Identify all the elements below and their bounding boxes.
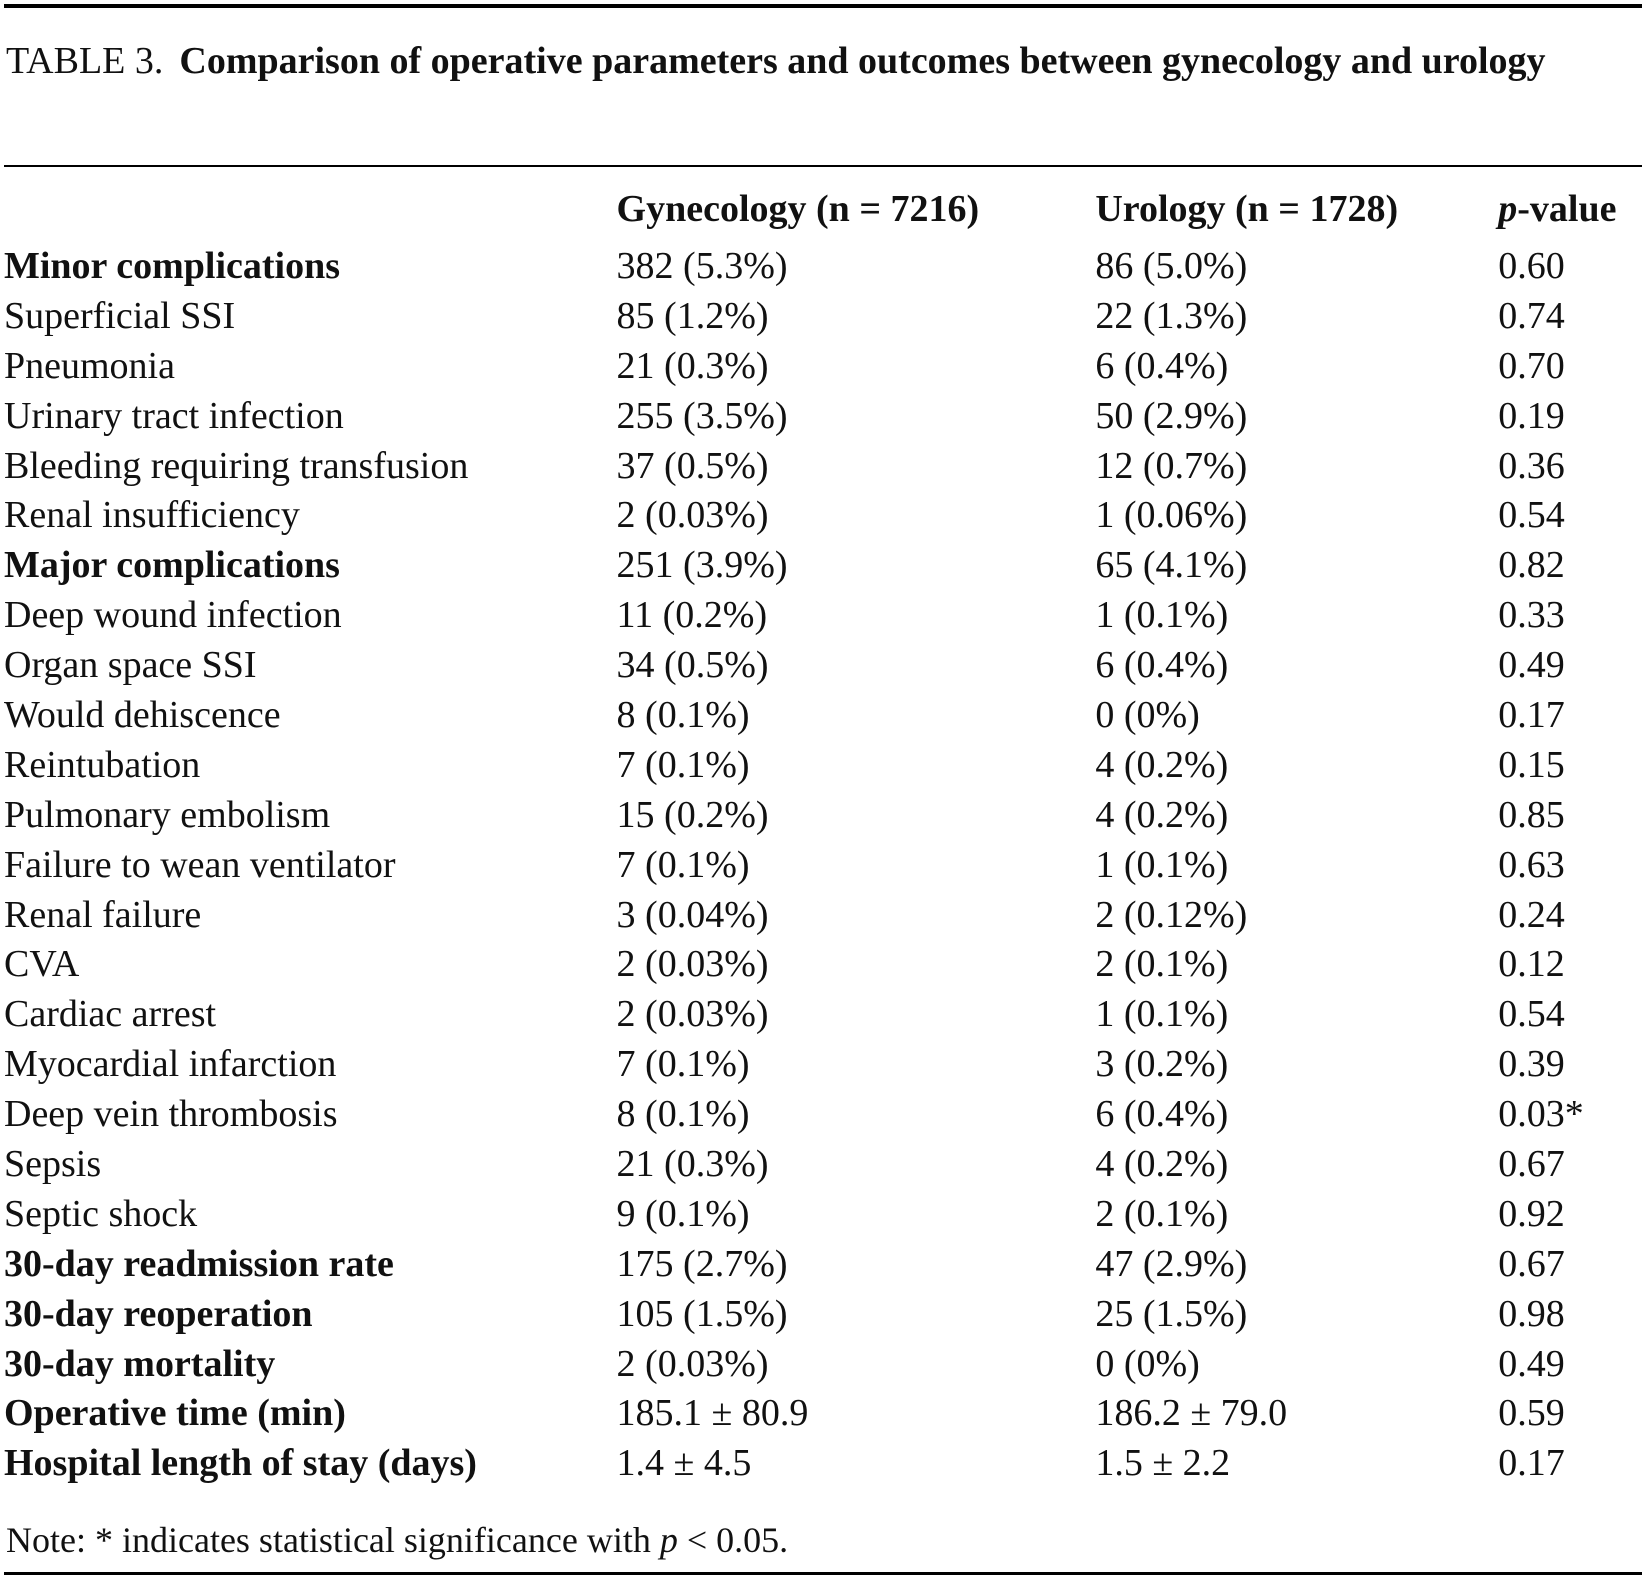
row-label: Bleeding requiring transfusion — [4, 444, 469, 487]
table-row — [4, 1039, 1646, 1089]
row-label: Urinary tract infection — [4, 394, 344, 437]
row-label: 30-day mortality — [4, 1342, 276, 1385]
p-value: 0.67 — [1498, 1142, 1565, 1185]
p-value: 0.82 — [1498, 544, 1565, 587]
note-prefix: Note: * indicates statistical significance with — [6, 1520, 660, 1560]
outcomes-table — [4, 177, 1646, 1488]
row-label: Renal insufficiency — [4, 494, 300, 537]
table-row — [4, 740, 1646, 790]
row-label: Renal failure — [4, 893, 202, 936]
table-row — [4, 590, 1646, 640]
table-row — [4, 1388, 1646, 1438]
p-value: 0.70 — [1498, 344, 1565, 387]
table-row — [4, 490, 1646, 540]
gynecology-value: 175 (2.7%) — [616, 1242, 788, 1285]
row-label: Septic shock — [4, 1192, 198, 1235]
urology-value: 6 (0.4%) — [1095, 344, 1229, 387]
table-header-row — [4, 177, 1646, 241]
gynecology-value: 9 (0.1%) — [616, 1192, 750, 1235]
urology-value: 86 (5.0%) — [1095, 244, 1248, 287]
urology-value: 1.5 ± 2.2 — [1095, 1442, 1231, 1485]
urology-value: 2 (0.12%) — [1095, 893, 1248, 936]
p-value: 0.19 — [1498, 394, 1565, 437]
urology-value: 25 (1.5%) — [1095, 1292, 1248, 1335]
header-p-rest: -value — [1517, 188, 1617, 230]
gynecology-value: 185.1 ± 80.9 — [616, 1392, 809, 1435]
table-row — [4, 690, 1646, 740]
p-value: 0.60 — [1498, 244, 1565, 287]
urology-value: 186.2 ± 79.0 — [1095, 1392, 1288, 1435]
urology-value: 1 (0.06%) — [1095, 494, 1248, 537]
urology-value: 12 (0.7%) — [1095, 444, 1248, 487]
table-row — [4, 939, 1646, 989]
urology-value: 50 (2.9%) — [1095, 394, 1248, 437]
p-value: 0.33 — [1498, 594, 1565, 637]
p-value: 0.54 — [1498, 993, 1565, 1036]
p-value: 0.39 — [1498, 1043, 1565, 1086]
header-label — [4, 177, 617, 241]
row-label: Pulmonary embolism — [4, 793, 331, 836]
row-label: Reintubation — [4, 743, 201, 786]
row-label: Deep vein thrombosis — [4, 1093, 338, 1136]
urology-value: 4 (0.2%) — [1095, 793, 1229, 836]
table-row — [4, 1239, 1646, 1289]
p-value: 0.54 — [1498, 494, 1565, 537]
caption-label: TABLE 3. — [6, 40, 164, 82]
urology-value: 47 (2.9%) — [1095, 1242, 1248, 1285]
urology-value: 6 (0.4%) — [1095, 644, 1229, 687]
table-note — [6, 1518, 788, 1562]
row-label: Sepsis — [4, 1142, 102, 1185]
p-value: 0.85 — [1498, 793, 1565, 836]
p-value: 0.24 — [1498, 893, 1565, 936]
p-value: 0.49 — [1498, 1342, 1565, 1385]
row-label: Cardiac arrest — [4, 993, 217, 1036]
table-row — [4, 1089, 1646, 1139]
urology-value: 22 (1.3%) — [1095, 294, 1248, 337]
gynecology-value: 85 (1.2%) — [616, 294, 769, 337]
gynecology-value: 8 (0.1%) — [616, 1093, 750, 1136]
gynecology-value: 251 (3.9%) — [616, 544, 788, 587]
table-caption — [6, 36, 1646, 87]
gynecology-value: 11 (0.2%) — [616, 594, 768, 637]
row-label: Failure to wean ventilator — [4, 843, 396, 886]
row-label: 30-day reoperation — [4, 1292, 313, 1335]
row-label: CVA — [4, 943, 80, 986]
table-body — [4, 241, 1646, 1488]
gynecology-value: 7 (0.1%) — [616, 1043, 750, 1086]
row-label: Organ space SSI — [4, 644, 257, 687]
row-label: 30-day readmission rate — [4, 1242, 394, 1285]
table-row — [4, 441, 1646, 491]
table-row — [4, 241, 1646, 291]
gynecology-value: 7 (0.1%) — [616, 843, 750, 886]
row-label: Myocardial infarction — [4, 1043, 337, 1086]
p-value: 0.15 — [1498, 743, 1565, 786]
p-value: 0.17 — [1498, 1442, 1565, 1485]
row-label: Superficial SSI — [4, 294, 236, 337]
table-row — [4, 790, 1646, 840]
urology-value: 3 (0.2%) — [1095, 1043, 1229, 1086]
urology-value: 1 (0.1%) — [1095, 843, 1229, 886]
table-row — [4, 291, 1646, 341]
gynecology-value: 15 (0.2%) — [616, 793, 769, 836]
gynecology-value: 3 (0.04%) — [616, 893, 769, 936]
table-row — [4, 1289, 1646, 1339]
table-row — [4, 341, 1646, 391]
table-row — [4, 1339, 1646, 1389]
urology-value: 65 (4.1%) — [1095, 544, 1248, 587]
table-row — [4, 540, 1646, 590]
row-label: Pneumonia — [4, 344, 175, 387]
row-label: Hospital length of stay (days) — [4, 1442, 477, 1485]
gynecology-value: 34 (0.5%) — [616, 644, 769, 687]
header-p-italic: p — [1498, 188, 1518, 230]
p-value: 0.49 — [1498, 644, 1565, 687]
urology-value: 2 (0.1%) — [1095, 943, 1229, 986]
header-urology: Urology (n = 1728) — [1095, 188, 1399, 230]
note-suffix: < 0.05. — [677, 1520, 789, 1560]
table-row — [4, 989, 1646, 1039]
gynecology-value: 1.4 ± 4.5 — [616, 1442, 752, 1485]
header-p-value — [1498, 177, 1646, 241]
header-rule — [4, 165, 1642, 167]
urology-value: 1 (0.1%) — [1095, 993, 1229, 1036]
gynecology-value: 37 (0.5%) — [616, 444, 769, 487]
gynecology-value: 382 (5.3%) — [616, 244, 788, 287]
table-row — [4, 1189, 1646, 1239]
table-row — [4, 1438, 1646, 1488]
urology-value: 0 (0%) — [1095, 693, 1200, 736]
urology-value: 1 (0.1%) — [1095, 594, 1229, 637]
p-value: 0.03* — [1498, 1093, 1584, 1136]
urology-value: 4 (0.2%) — [1095, 743, 1229, 786]
p-value: 0.17 — [1498, 693, 1565, 736]
p-value: 0.74 — [1498, 294, 1565, 337]
row-label: Would dehiscence — [4, 693, 281, 736]
p-value: 0.59 — [1498, 1392, 1565, 1435]
bottom-rule — [4, 1572, 1642, 1575]
gynecology-value: 21 (0.3%) — [616, 344, 769, 387]
p-value: 0.36 — [1498, 444, 1565, 487]
caption-title: Comparison of operative parameters and outcomes between gynecology and urology — [179, 40, 1546, 82]
row-label: Deep wound infection — [4, 594, 342, 637]
table-row — [4, 890, 1646, 940]
table-row — [4, 391, 1646, 441]
table-row — [4, 1139, 1646, 1189]
gynecology-value: 7 (0.1%) — [616, 743, 750, 786]
gynecology-value: 105 (1.5%) — [616, 1292, 788, 1335]
urology-value: 6 (0.4%) — [1095, 1093, 1229, 1136]
row-label: Operative time (min) — [4, 1392, 346, 1435]
p-value: 0.98 — [1498, 1292, 1565, 1335]
p-value: 0.12 — [1498, 943, 1565, 986]
p-value: 0.63 — [1498, 843, 1565, 886]
gynecology-value: 2 (0.03%) — [616, 1342, 769, 1385]
gynecology-value: 255 (3.5%) — [616, 394, 788, 437]
top-rule — [4, 4, 1642, 8]
gynecology-value: 21 (0.3%) — [616, 1142, 769, 1185]
urology-value: 2 (0.1%) — [1095, 1192, 1229, 1235]
table-row — [4, 840, 1646, 890]
table-row — [4, 640, 1646, 690]
urology-value: 0 (0%) — [1095, 1342, 1200, 1385]
p-value: 0.67 — [1498, 1242, 1565, 1285]
note-italic-p: p — [659, 1520, 678, 1560]
gynecology-value: 2 (0.03%) — [616, 494, 769, 537]
gynecology-value: 8 (0.1%) — [616, 693, 750, 736]
gynecology-value: 2 (0.03%) — [616, 943, 769, 986]
row-label: Major complications — [4, 544, 340, 587]
row-label: Minor complications — [4, 244, 341, 287]
urology-value: 4 (0.2%) — [1095, 1142, 1229, 1185]
gynecology-value: 2 (0.03%) — [616, 993, 769, 1036]
header-gynecology: Gynecology (n = 7216) — [616, 188, 980, 230]
p-value: 0.92 — [1498, 1192, 1565, 1235]
